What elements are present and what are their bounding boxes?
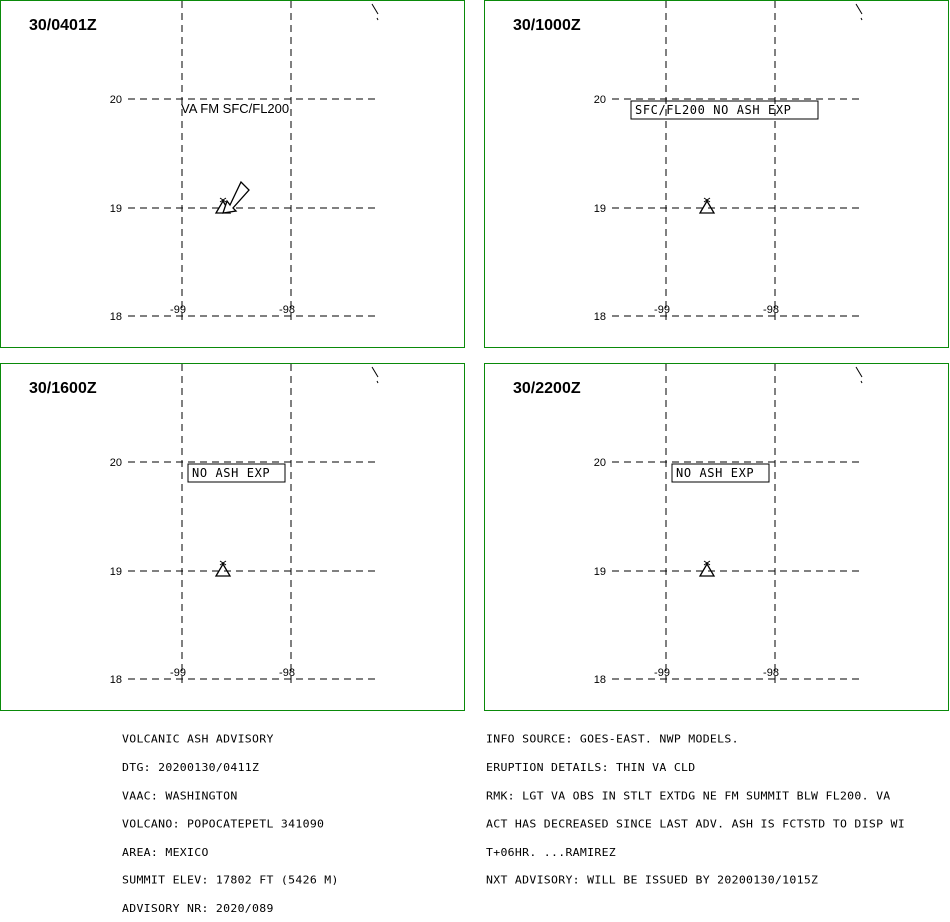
longitude-label: -98 [763, 304, 779, 316]
panel-time-title: 30/2200Z [513, 380, 581, 397]
advisory-line: VOLCANO: POPOCATEPETL 341090 [122, 817, 325, 831]
ash-status-label: SFC/FL200 NO ASH EXP [635, 103, 792, 117]
forecast-panel [484, 0, 949, 348]
advisory-line: ADVISORY NR: 2020/089 [122, 901, 274, 915]
latitude-label: 20 [109, 94, 122, 106]
latitude-label: 19 [593, 566, 606, 578]
ash-status-label: VA FM SFC/FL200 [181, 101, 290, 116]
longitude-label: -98 [279, 667, 295, 679]
latitude-label: 19 [593, 203, 606, 215]
advisory-line: SUMMIT ELEV: 17802 FT (5426 M) [122, 873, 339, 887]
remarks-line: ACT HAS DECREASED SINCE LAST ADV. ASH IS FCTSTD TO DISP WI [486, 817, 905, 831]
panel-time-title: 30/1000Z [513, 17, 581, 34]
advisory-remarks-text [486, 716, 905, 894]
panel-time-title: 30/0401Z [29, 17, 97, 34]
north-arrow-icon [372, 367, 378, 377]
map-grid [485, 364, 950, 712]
longitude-label: -99 [654, 667, 670, 679]
longitude-label: -99 [170, 304, 186, 316]
latitude-label: 20 [109, 457, 122, 469]
advisory-header-text [122, 716, 339, 922]
advisory-line: VAAC: WASHINGTON [122, 789, 238, 803]
longitude-label: -98 [279, 304, 295, 316]
longitude-label: -99 [170, 667, 186, 679]
map-grid [485, 1, 950, 349]
advisory-line: DTG: 20200130/0411Z [122, 761, 260, 774]
advisory-line: VOLCANIC ASH ADVISORY [122, 732, 274, 746]
map-grid [1, 1, 466, 349]
remarks-line: RMK: LGT VA OBS IN STLT EXTDG NE FM SUMMIT BLW FL200. VA [486, 789, 891, 803]
latitude-label: 18 [593, 311, 606, 323]
latitude-label: 18 [109, 311, 122, 323]
north-arrow-icon [856, 367, 862, 377]
remarks-line: T+06HR. ...RAMIREZ [486, 845, 617, 859]
latitude-label: 20 [593, 457, 606, 469]
latitude-label: 19 [109, 203, 122, 215]
longitude-label: -98 [763, 667, 779, 679]
remarks-line: ERUPTION DETAILS: THIN VA CLD [486, 761, 696, 774]
volcano-icon [216, 561, 230, 576]
latitude-label: 20 [593, 94, 606, 106]
volcano-icon [700, 561, 714, 576]
latitude-label: 18 [593, 674, 606, 686]
volcano-icon [700, 198, 714, 213]
forecast-panel [484, 363, 949, 711]
forecast-panel [0, 363, 465, 711]
ash-status-label: NO ASH EXP [192, 466, 271, 480]
north-arrow-icon [856, 4, 862, 14]
north-arrow-icon [372, 4, 378, 14]
latitude-label: 19 [109, 566, 122, 578]
longitude-label: -99 [654, 304, 670, 316]
remarks-line: INFO SOURCE: GOES-EAST. NWP MODELS. [486, 732, 739, 746]
latitude-label: 18 [109, 674, 122, 686]
remarks-line: NXT ADVISORY: WILL BE ISSUED BY 20200130/1015Z [486, 873, 819, 887]
panel-time-title: 30/1600Z [29, 380, 97, 397]
forecast-panel [0, 0, 465, 348]
map-grid [1, 364, 466, 712]
ash-status-label: NO ASH EXP [676, 466, 755, 480]
advisory-line: AREA: MEXICO [122, 845, 209, 859]
